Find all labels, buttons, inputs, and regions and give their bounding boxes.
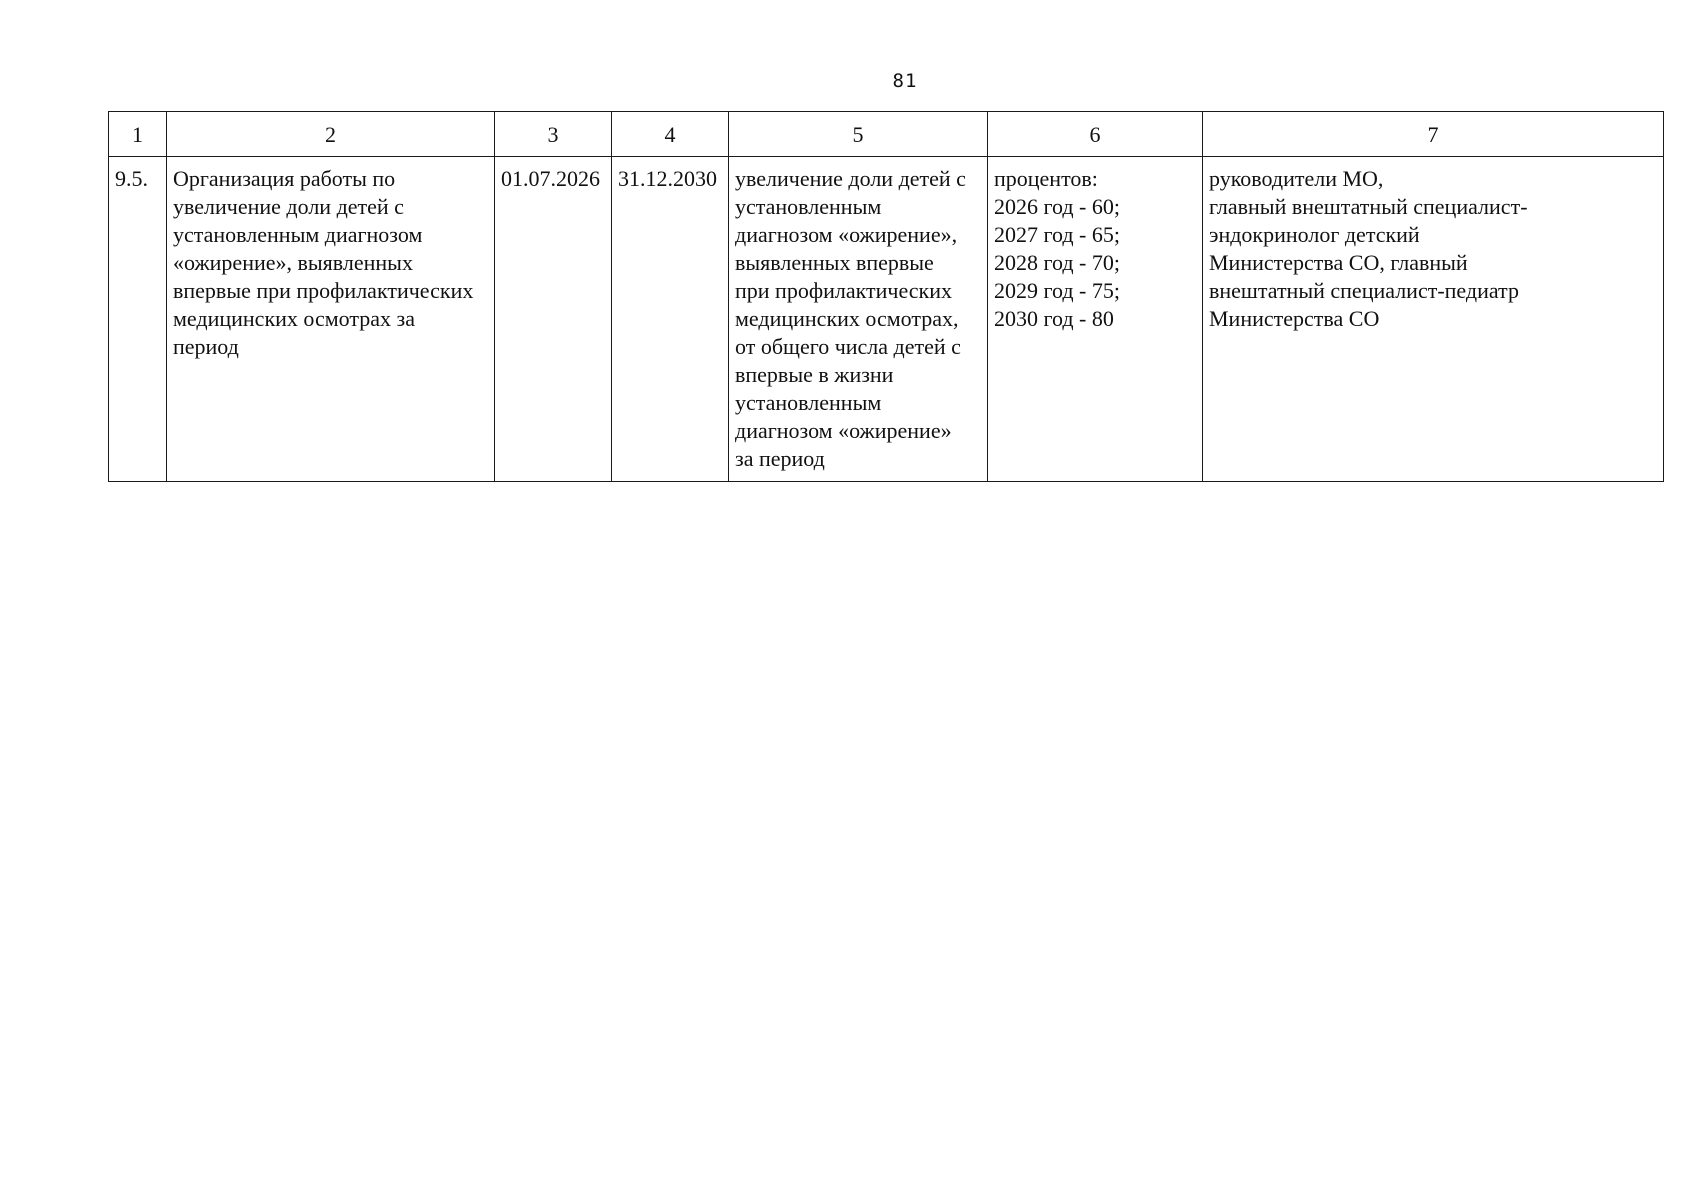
header-cell-6: 6 bbox=[988, 112, 1203, 157]
plan-table bbox=[108, 111, 1664, 482]
table-row bbox=[109, 157, 1664, 482]
row-number-cell: 9.5. bbox=[109, 157, 167, 482]
responsible-cell: руководители МО, главный внештатный специалист- эндокринолог детский Министерства СО, главный внештатный специалист-педиатр Министерства СО bbox=[1203, 157, 1664, 482]
start-date-cell: 01.07.2026 bbox=[495, 157, 612, 482]
indicator-cell: процентов: 2026 год - 60; 2027 год - 65; 2028 год - 70; 2029 год - 75; 2030 год - 80 bbox=[988, 157, 1203, 482]
header-cell-1: 1 bbox=[109, 112, 167, 157]
expected-result-cell: увеличение доли детей с установленным диагнозом «ожирение», выявленных впервые при профилактических медицинских осмотрах, от общего числа детей с впервые в жизни установленным диагнозом «ожирение» за период bbox=[729, 157, 988, 482]
header-cell-2: 2 bbox=[167, 112, 495, 157]
header-cell-5: 5 bbox=[729, 112, 988, 157]
page-number: 81 bbox=[892, 70, 918, 92]
activity-name-cell: Организация работы по увеличение доли детей с установленным диагнозом «ожирение», выявленных впервые при профилактических медицинских осмотрах за период bbox=[167, 157, 495, 482]
table-header-row bbox=[109, 112, 1664, 157]
end-date-cell: 31.12.2030 bbox=[612, 157, 729, 482]
header-cell-7: 7 bbox=[1203, 112, 1664, 157]
header-cell-3: 3 bbox=[495, 112, 612, 157]
header-cell-4: 4 bbox=[612, 112, 729, 157]
